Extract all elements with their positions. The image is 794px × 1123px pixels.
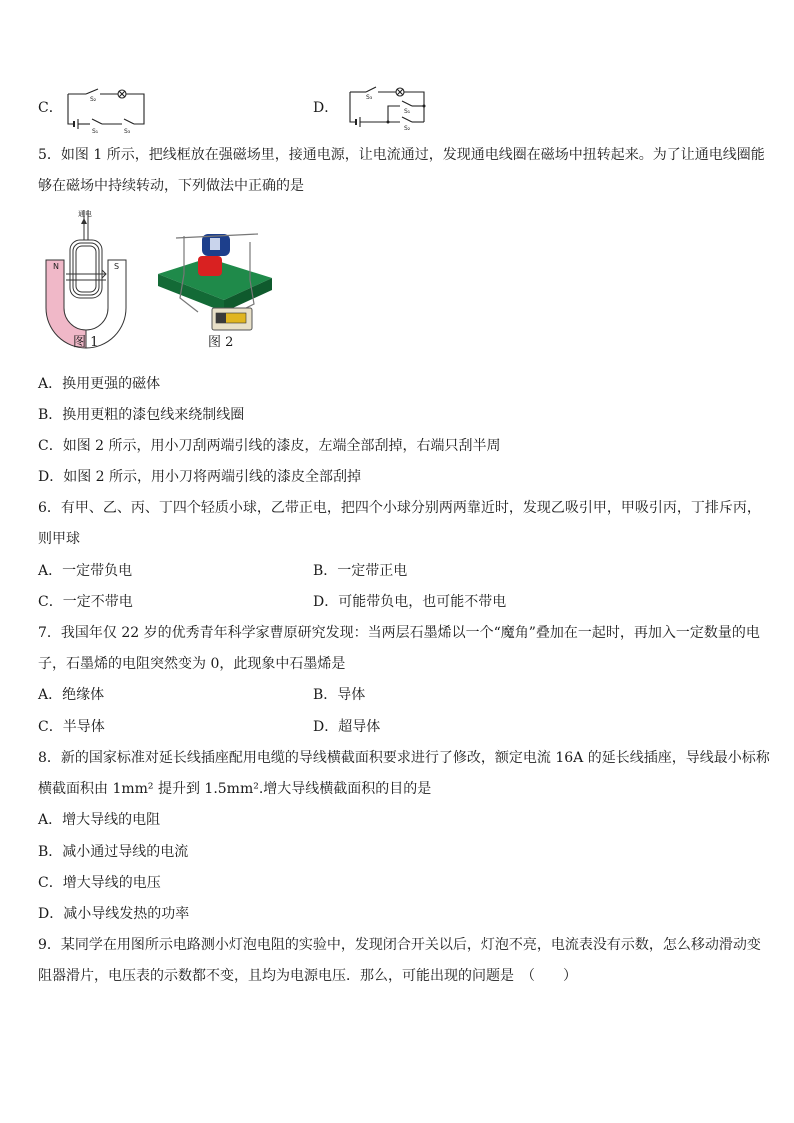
q5-option-a: A．换用更强的磁体 xyxy=(38,376,161,392)
q5-option-b: B．换用更粗的漆包线来绕制线圈 xyxy=(38,407,245,423)
switch-label-s1: S₁ xyxy=(404,108,411,115)
q7-option-a: A．绝缘体 xyxy=(38,687,105,703)
q6-stem-line1: 6．有甲、乙、丙、丁四个轻质小球，乙带正电，把四个小球分别两两靠近时，发现乙吸引甲，甲吸引丙，丁排斥丙， xyxy=(38,500,761,516)
q8-option-a: A．增大导线的电阻 xyxy=(38,812,161,828)
current-label: 通电 xyxy=(78,210,92,218)
q6-option-a: A．一定带负电 xyxy=(38,563,133,579)
switch-label-s2: S₂ xyxy=(90,96,97,103)
q8-stem-line1: 8．新的国家标准对延长线插座配用电缆的导线横截面积要求进行了修改，额定电流 16A 的延长线插座，导线最小标称 xyxy=(38,750,770,766)
q7-option-b: B．导体 xyxy=(313,687,366,703)
q8-option-d: D．减小导线发热的功率 xyxy=(38,906,190,922)
figure-2-motor-model xyxy=(154,216,276,338)
q7-option-d: D．超导体 xyxy=(313,719,381,735)
q5-stem-line1: 5．如图 1 所示，把线框放在强磁场里，接通电源，让电流通过，发现通电线圈在磁场中扭转起来。为了让通电线圈能 xyxy=(38,147,765,163)
pole-s-label: S xyxy=(114,262,120,271)
q5-option-d: D．如图 2 所示，用小刀将两端引线的漆皮全部刮掉 xyxy=(38,469,362,485)
q8-option-c: C．增大导线的电压 xyxy=(38,875,161,891)
switch-label-s1: S₁ xyxy=(92,128,99,134)
figure-1-u-magnet xyxy=(40,208,132,350)
q8-stem-line2: 横截面积由 1mm² 提升到 1.5mm².增大导线横截面积的目的是 xyxy=(38,781,432,797)
option-d-label: D． xyxy=(313,100,339,116)
figure-1-caption: 图 1 xyxy=(73,335,99,350)
pole-n-label: N xyxy=(53,262,59,271)
q7-stem-line2: 子，石墨烯的电阻突然变为 0，此现象中石墨烯是 xyxy=(38,656,346,672)
q6-option-d: D．可能带负电，也可能不带电 xyxy=(313,594,507,610)
circuit-diagram-d xyxy=(344,84,434,132)
q8-option-b: B．减小通过导线的电流 xyxy=(38,844,189,860)
q5-option-c: C．如图 2 所示，用小刀刮两端引线的漆皮，左端全部刮掉，右端只刮半周 xyxy=(38,438,501,454)
q7-stem-line1: 7．我国年仅 22 岁的优秀青年科学家曹原研究发现：当两层石墨烯以一个“魔角”叠加在一起时，再加入一定数量的电 xyxy=(38,625,760,641)
q9-stem-line2: 阻器滑片，电压表的示数都不变，且均为电源电压．那么，可能出现的问题是 （ ） xyxy=(38,968,577,984)
q5-stem-line2: 够在磁场中持续转动，下列做法中正确的是 xyxy=(38,178,304,194)
q7-option-c: C．半导体 xyxy=(38,719,105,735)
circuit-diagram-c xyxy=(62,86,152,134)
q9-stem-line1: 9．某同学在用图所示电路测小灯泡电阻的实验中，发现闭合开关以后，灯泡不亮，电流表没有示数，怎么移动滑动变 xyxy=(38,937,761,953)
q6-option-b: B．一定带正电 xyxy=(313,563,408,579)
switch-label-s2: S₂ xyxy=(404,125,411,132)
option-c-label: C． xyxy=(38,100,63,116)
q6-stem-line2: 则甲球 xyxy=(38,531,80,547)
switch-label-s3: S₃ xyxy=(124,128,131,134)
q6-option-c: C．一定不带电 xyxy=(38,594,133,610)
figure-2-caption: 图 2 xyxy=(208,335,234,350)
switch-label-s3: S₃ xyxy=(366,94,373,101)
